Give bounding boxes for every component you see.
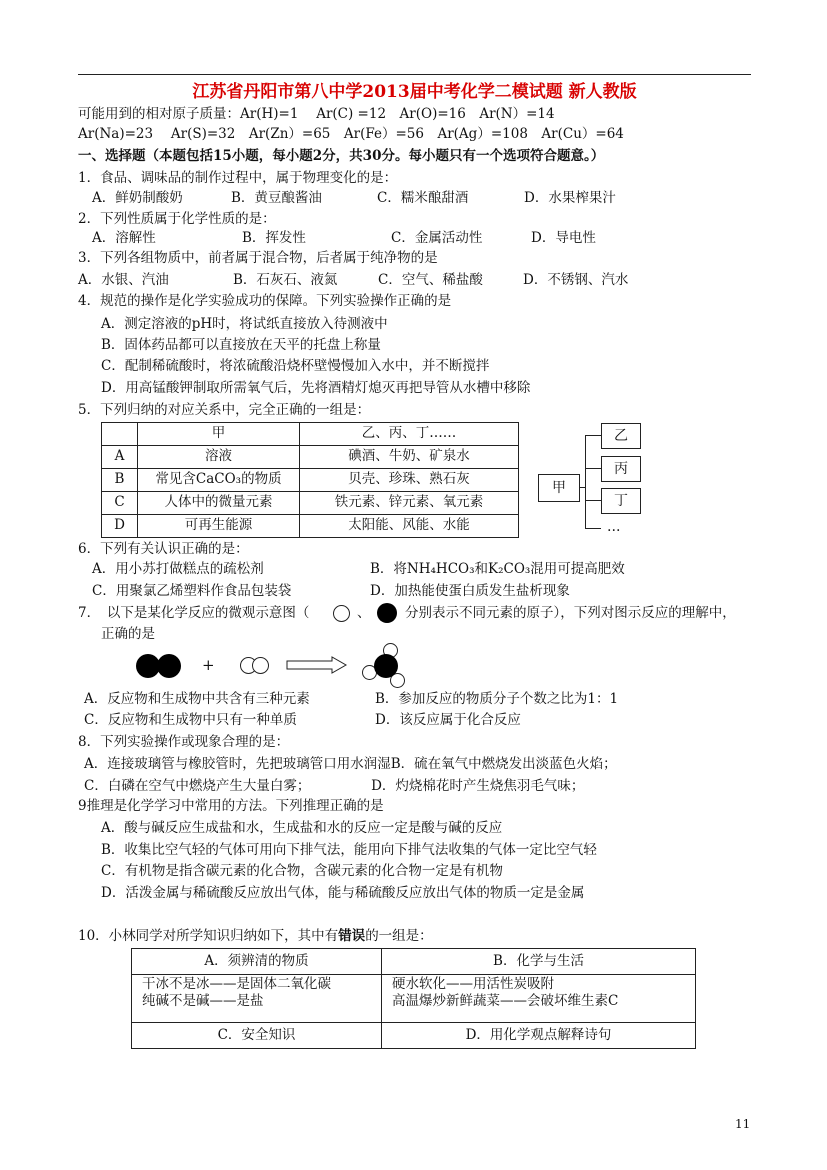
q10-b-line: 高温爆炒新鲜蔬菜——会破坏维生素C (392, 992, 619, 1009)
q6-option-c: C．用聚氯乙烯塑料作食品包装袋 (92, 583, 292, 599)
tree-branch (585, 435, 601, 436)
q3-option-b: B．石灰石、液氮 (233, 272, 338, 288)
q7-stem-line2: 正确的是 (101, 626, 155, 642)
q2-stem: 2．下列性质属于化学性质的是： (78, 211, 276, 227)
tree-trunk (585, 435, 586, 528)
table-row (102, 469, 519, 492)
q4-stem: 4．规范的操作是化学实验成功的保障。下列实验操作正确的是 (78, 293, 452, 309)
q8-options-line1: A．连接玻璃管与橡胶管时，先把玻璃管口用水润湿B．硫在氧气中燃烧发出淡蓝色火焰； (84, 756, 617, 772)
q4-option-b: B．固体药品都可以直接放在天平的托盘上称量 (101, 337, 381, 353)
black-atom-icon (377, 603, 397, 623)
q10-a-line: 干冰不是冰——是固体二氧化碳 (142, 976, 331, 992)
header-rule (78, 74, 751, 75)
atomic-mass-line-1: 可能用到的相对原子质量：Ar(H)=1 Ar(C) =12 Ar(O)=16 Ar(N）=14 (78, 106, 555, 122)
table-row (132, 1023, 696, 1049)
tree-ellipsis: … (607, 519, 621, 535)
q10-stem-text: 10．小林同学对所学知识归纳如下，其中有 (78, 928, 339, 944)
table-cell: 人体中的微量元素 (138, 492, 300, 515)
page-number: 11 (735, 1117, 751, 1131)
q10-b-line: 硬水软化——用活性炭吸附 (392, 976, 554, 992)
q3-option-d: D．不锈钢、汽水 (523, 272, 629, 288)
table-cell: 贝壳、珍珠、熟石灰 (300, 469, 519, 492)
q10-table (131, 948, 696, 1049)
q8-stem: 8．下列实验操作或现象合理的是： (78, 734, 290, 750)
q7-stem-part2: 、 (357, 605, 371, 621)
table-cell: 太阳能、风能、水能 (300, 515, 519, 538)
q10-cell-c-title: C．安全知识 (132, 1023, 382, 1049)
page-title: 江苏省丹阳市第八中学2013届中考化学二模试题 新人教版 (192, 82, 637, 102)
q5-table (101, 422, 519, 538)
tree-branch (585, 528, 601, 529)
q10-cell-b-title: B．化学与生活 (382, 949, 696, 975)
q3-stem: 3．下列各组物质中，前者属于混合物，后者属于纯净物的是 (78, 250, 438, 266)
q9-option-d: D．活泼金属与稀硫酸反应放出气体，能与稀硫酸反应放出气体的物质一定是金属 (101, 885, 585, 901)
q9-option-b: B．收集比空气轻的气体可用向下排气法，能用向下排气法收集的气体一定比空气轻 (101, 842, 597, 858)
q6-option-a: A．用小苏打做糕点的疏松剂 (92, 561, 264, 577)
q9-stem: 9推理是化学学习中常用的方法。下列推理正确的是 (78, 798, 384, 814)
q4-option-a: A．测定溶液的pH时，将试纸直接放入待测液中 (101, 316, 388, 332)
table-header-cell: 甲 (138, 423, 300, 446)
tree-branch (585, 500, 601, 501)
table-cell: D (102, 515, 138, 538)
table-row (132, 949, 696, 975)
q4-option-d: D．用高锰酸钾制取所需氧气后，先将酒精灯熄灭再把导管从水槽中移除 (101, 380, 531, 396)
q3-option-c: C．空气、稀盐酸 (378, 272, 483, 288)
plus-sign: + (202, 656, 215, 674)
q9-option-a: A．酸与碱反应生成盐和水，生成盐和水的反应一定是酸与碱的反应 (101, 820, 503, 836)
tree-child-box: 丙 (601, 456, 641, 482)
q1-stem: 1．食品、调味品的制作过程中，属于物理变化的是： (78, 170, 398, 186)
table-header-cell: 乙、丙、丁…… (300, 423, 519, 446)
q3-option-a: A．水银、汽油 (78, 272, 169, 288)
table-row (102, 446, 519, 469)
q2-option-b: B．挥发性 (242, 230, 306, 246)
table-cell: A (102, 446, 138, 469)
white-atom-icon (333, 605, 350, 622)
q6-stem: 6．下列有关认识正确的是： (78, 541, 249, 557)
q4-option-c: C．配制稀硫酸时，将浓硫酸沿烧杯壁慢慢加入水中，并不断搅拌 (101, 358, 490, 374)
table-header-row (102, 423, 519, 446)
tree-child-box: 乙 (601, 423, 641, 449)
tree-child-box: 丁 (601, 488, 641, 514)
q10-cell-a-title: A．须辨清的物质 (132, 949, 382, 975)
q8-options-line2: C．白磷在空气中燃烧产生大量白雾； D．灼烧棉花时产生烧焦羽毛气味； (84, 778, 585, 794)
tree-branch (585, 468, 601, 469)
q2-option-d: D．导电性 (531, 230, 596, 246)
q10-cell-a-content (132, 975, 382, 1023)
table-cell: 碘酒、牛奶、矿泉水 (300, 446, 519, 469)
black-atom-icon (374, 654, 398, 678)
q7-stem-part1: 7． 以下是某化学反应的微观示意图（ (78, 605, 310, 621)
q2-option-a: A．溶解性 (92, 230, 156, 246)
q10-a-line: 纯碱不是碱——是盐 (142, 992, 264, 1009)
table-row (102, 515, 519, 538)
q9-option-c: C．有机物是指含碳元素的化合物，含碳元素的化合物一定是有机物 (101, 863, 503, 879)
table-header-cell (102, 423, 138, 446)
table-cell: 铁元素、锌元素、氧元素 (300, 492, 519, 515)
table-cell: 溶液 (138, 446, 300, 469)
table-cell: 常见含CaCO₃的物质 (138, 469, 300, 492)
q7-option-c: C．反应物和生成物中只有一种单质 (84, 712, 297, 728)
table-cell: 可再生能源 (138, 515, 300, 538)
tree-root-box: 甲 (538, 474, 580, 502)
q10-stem-text-end: 的一组是： (365, 928, 433, 944)
q10-cell-d-title: D．用化学观点解释诗句 (382, 1023, 696, 1049)
q10-cell-b-content (382, 975, 696, 1023)
q10-stem (78, 930, 433, 944)
table-cell: C (102, 492, 138, 515)
section-heading: 一、选择题（本题包括15小题，每小题2分，共30分。每小题只有一个选项符合题意。） (78, 148, 605, 164)
atomic-mass-line-2: Ar(Na)=23 Ar(S)=32 Ar(Zn）=65 Ar(Fe）=56 Ar(Ag）=108 Ar(Cu）=64 (78, 126, 624, 142)
table-cell: B (102, 469, 138, 492)
q6-option-b: B．将NH₄HCO₃和K₂CO₃混用可提高肥效 (370, 561, 625, 577)
q2-option-c: C．金属活动性 (391, 230, 483, 246)
q1-option-d: D．水果榨果汁 (524, 190, 616, 206)
q1-option-b: B．黄豆酿酱油 (231, 190, 322, 206)
q7-option-b: B．参加反应的物质分子个数之比为1：1 (375, 691, 619, 707)
table-row (132, 975, 696, 1023)
q1-option-c: C．糯米酿甜酒 (377, 190, 469, 206)
q6-option-d: D．加热能使蛋白质发生盐析现象 (370, 583, 570, 599)
q1-option-a: A．鲜奶制酸奶 (92, 190, 183, 206)
q7-stem-part3: 分别表示不同元素的原子），下列对图示反应的理解中， (405, 605, 736, 621)
table-row (102, 492, 519, 515)
black-atom-icon (157, 654, 181, 678)
q5-stem: 5．下列归纳的对应关系中，完全正确的一组是： (78, 402, 371, 418)
q10-stem-emphasis: 错误 (338, 928, 366, 944)
q7-option-d: D．该反应属于化合反应 (375, 712, 521, 728)
q7-option-a: A．反应物和生成物中共含有三种元素 (84, 691, 310, 707)
reaction-arrow-icon (286, 656, 348, 674)
white-atom-icon (252, 657, 269, 674)
